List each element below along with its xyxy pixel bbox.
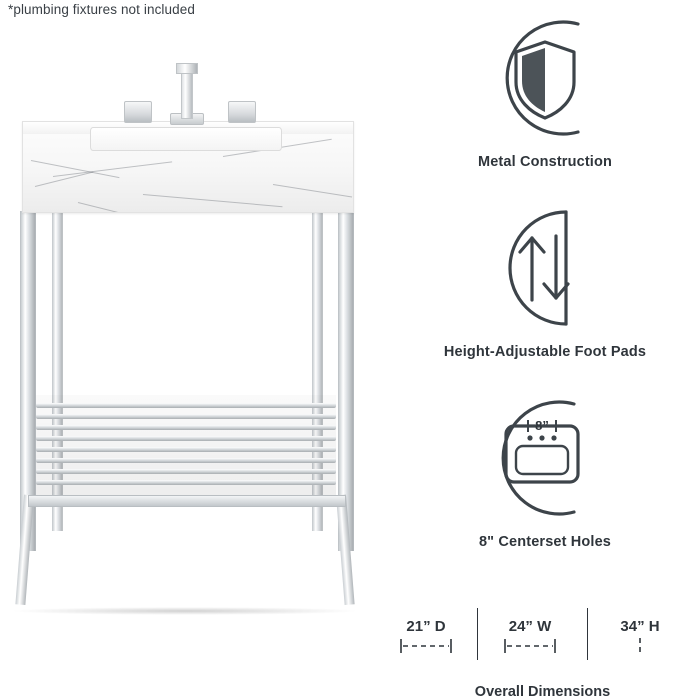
marble-vein xyxy=(143,194,283,207)
dimension-divider xyxy=(477,608,478,660)
faucet-spout xyxy=(181,69,193,119)
dimension-depth xyxy=(391,618,461,662)
shelf-front-edge xyxy=(28,495,346,507)
shelf-slat xyxy=(36,480,336,485)
shelf-slat xyxy=(36,414,336,419)
dimension-height xyxy=(605,618,675,662)
sink-basin xyxy=(90,127,282,151)
dimension-height-value: 34” H xyxy=(620,618,660,635)
depth-arrow-icon xyxy=(393,635,459,657)
dimension-width-value: 24” W xyxy=(508,618,552,635)
feature-metal-construction xyxy=(390,8,700,170)
shelf-slat xyxy=(36,458,336,463)
overall-dimensions-caption: Overall Dimensions xyxy=(474,684,611,700)
sink-centerset-icon xyxy=(470,388,620,528)
feature-label: 8" Centerset Holes xyxy=(478,534,612,550)
height-arrow-icon xyxy=(607,635,673,657)
feature-list xyxy=(390,0,700,590)
shield-icon xyxy=(470,8,620,148)
floor-shadow xyxy=(10,607,360,615)
faucet-handle-left xyxy=(124,101,152,123)
shelf-slat xyxy=(36,436,336,441)
faucet-spout-head xyxy=(176,63,198,74)
dimension-depth-value: 21” D xyxy=(406,618,446,635)
faucet-handle-right xyxy=(228,101,256,123)
feature-label: Height-Adjustable Foot Pads xyxy=(443,344,647,360)
product-image xyxy=(0,55,380,615)
marble-vein xyxy=(53,161,172,177)
width-arrow-icon xyxy=(497,635,563,657)
lower-shelf xyxy=(36,403,336,493)
feature-label: Metal Construction xyxy=(477,154,612,170)
shelf-slat xyxy=(36,447,336,452)
feature-height-adjustable-foot-pads xyxy=(390,198,700,360)
marble-vein xyxy=(78,202,146,213)
disclaimer-text: *plumbing fixtures not included xyxy=(8,2,195,17)
up-down-arrows-icon xyxy=(470,198,620,338)
shelf-slat xyxy=(36,425,336,430)
dimension-divider xyxy=(587,608,588,660)
shelf-slat xyxy=(36,403,336,408)
shelf-slat xyxy=(36,469,336,474)
dimension-width xyxy=(495,618,565,662)
dimensions-block xyxy=(385,600,700,700)
marble-vein xyxy=(273,184,352,198)
centerset-measure-label: 8” xyxy=(535,418,549,433)
feature-centerset-holes xyxy=(390,388,700,550)
